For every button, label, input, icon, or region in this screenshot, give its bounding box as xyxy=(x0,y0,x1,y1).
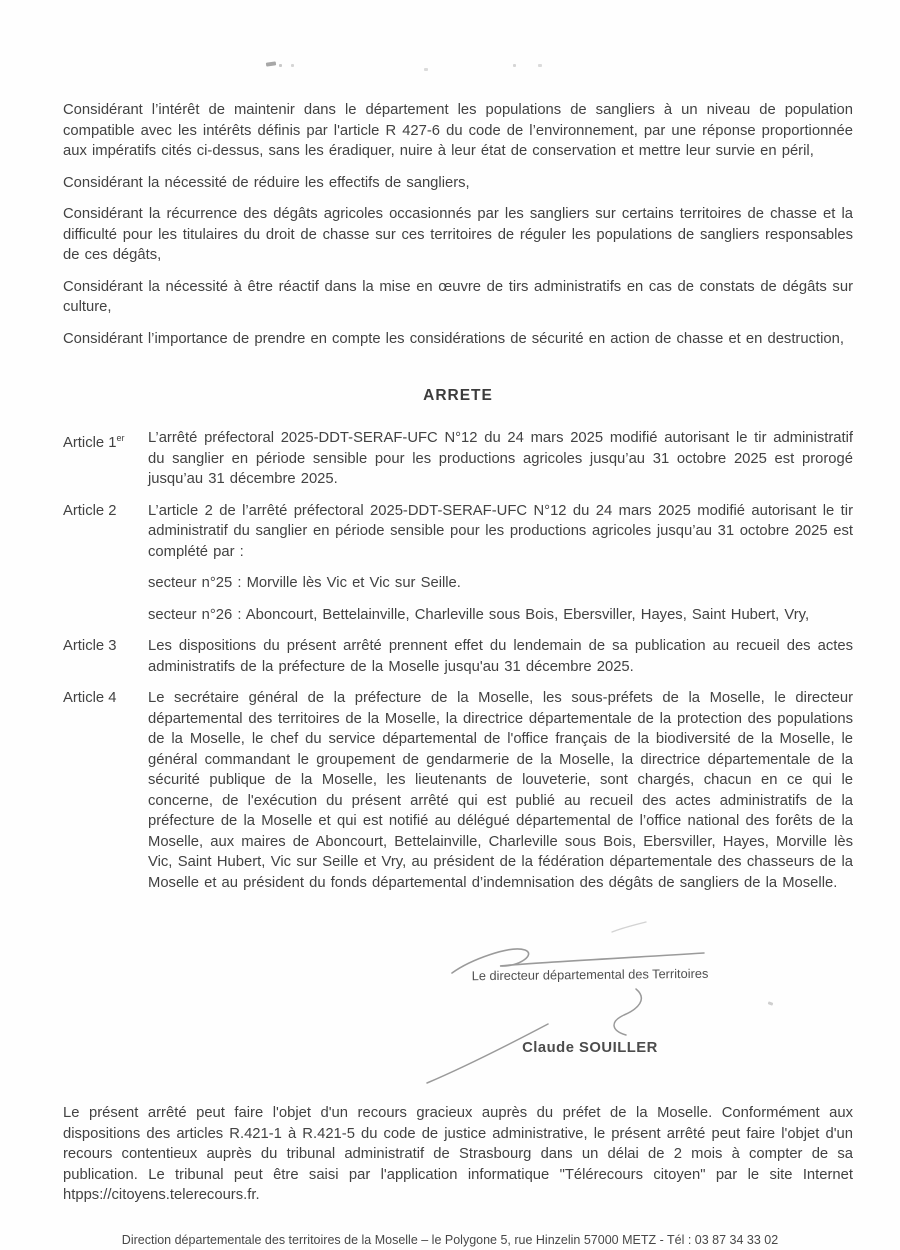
article-paragraph: L’arrêté préfectoral 2025-DDT-SERAF-UFC N°12 du 24 mars 2025 modifié autorisant le tir administratif du sanglier en période sensible pour les productions agricoles jusqu’au 31 octobre 2025 est prorogé jusqu’au 31 décembre 2025. xyxy=(148,430,853,487)
article-1-body xyxy=(148,428,853,501)
signatory-name: Claude SOUILLER xyxy=(522,1040,658,1056)
considerant-paragraph: Considérant la nécessité de réduire les effectifs de sangliers, xyxy=(63,174,470,191)
article-4-body xyxy=(148,688,853,904)
article-4 xyxy=(63,688,853,904)
considerant-paragraph: Considérant la récurrence des dégâts agricoles occasionnés par les sangliers sur certains territoires de chasse et la difficulté pour les titulaires du droit de chasse sur ces territoires de réguler les populations de sangliers responsables de ces dégâts, xyxy=(63,206,853,263)
article-label-text: Article 3 xyxy=(63,638,117,654)
article-3-body xyxy=(148,636,853,688)
scan-artifact xyxy=(291,64,294,67)
scan-artifact xyxy=(538,64,542,67)
article-paragraph: Le secrétaire général de la préfecture de la Moselle, les sous-préfets de la Moselle, le directeur départemental des territoires de la Moselle, la directrice départementale de la protection des populations de la Moselle, le chef du service départemental de l'office français de la biodiversité de la Moselle, le général commandant le groupement de gendarmerie de la Moselle, la directrice départementale de la sécurité publique de la Moselle, les lieutenants de louveterie, sont chargés, chacun en ce qui le concerne, de l'exécution du présent arrêté qui est publié au recueil des actes administratifs de la préfecture de la Moselle et qui est notifié au délégué départemental de l’office national des forêts de la Moselle, aux maires de Aboncourt, Bettelainville, Charleville sous Bois, Ebersviller, Hayes, Morville lès Vic, Saint Hubert, Vic sur Seille et Vry, au président de la fédération départementale des chasseurs de la Moselle et au président du fonds départemental d’indemnisation des dégâts de sangliers de la Moselle. xyxy=(148,690,853,891)
article-1-label xyxy=(63,428,148,501)
article-3 xyxy=(63,636,853,688)
scan-artifact xyxy=(424,68,428,71)
recours-paragraph: Le présent arrêté peut faire l'objet d'un recours gracieux auprès du préfet de la Moselle. Conformément aux dispositions des articles R.421-1 à R.421-5 du code de justice administrative, le présent arrêté peut faire l'objet d'un recours contentieux auprès du tribunal administratif de Strasbourg dans un délai de 2 mois à compter de sa publication. Le tribunal peut être saisi par l'application informatique "Télérecours citoyen" par le site Internet htpps://citoyens.telerecours.fr. xyxy=(63,1105,853,1204)
considerant-paragraph: Considérant la nécessité à être réactif dans la mise en œuvre de tirs administratifs en cas de constats de dégâts sur culture, xyxy=(63,278,853,315)
arrete-heading: ARRETE xyxy=(423,387,493,404)
articles-section xyxy=(63,428,853,904)
scan-artifact xyxy=(513,64,516,67)
signatory-title: Le directeur départemental des Territoires xyxy=(471,965,709,984)
secteur-25-line: secteur n°25 : Morville lès Vic et Vic sur Seille. xyxy=(148,575,461,591)
article-label-text: Article 4 xyxy=(63,690,117,706)
considerants-section xyxy=(63,100,853,360)
footer-address: Direction départementale des territoires de la Moselle – le Polygone 5, rue Hinzelin 57000 METZ - Tél : 03 87 34 33 02 xyxy=(121,1233,779,1247)
scan-artifact xyxy=(279,64,282,67)
article-label-text: Article 2 xyxy=(63,502,117,519)
secteur-26-line: secteur n°26 : Aboncourt, Bettelainville, Charleville sous Bois, Ebersviller, Hayes, Saint Hubert, Vry, xyxy=(148,606,810,623)
article-1 xyxy=(63,428,853,501)
considerant-paragraph: Considérant l’intérêt de maintenir dans le département les populations de sangliers à un niveau de population compatible avec les intérêts définis par l'article R 427-6 du code de l’environnement, par une réponse proportionnée aux impératifs cités ci-dessus, sans les éradiquer, nuire à leur état de conservation et mettre leur survie en péril, xyxy=(63,102,853,159)
article-label-sup: er xyxy=(116,433,125,443)
article-label-text: Article 1 xyxy=(63,434,117,451)
article-2 xyxy=(63,501,853,637)
considerant-paragraph: Considérant l’importance de prendre en compte les considérations de sécurité en action de chasse et en destruction, xyxy=(63,330,844,347)
article-2-body xyxy=(148,501,853,637)
scan-artifact xyxy=(266,61,276,66)
article-4-label xyxy=(63,688,148,904)
article-2-label xyxy=(63,501,148,637)
article-paragraph: L’article 2 de l’arrêté préfectoral 2025-DDT-SERAF-UFC N°12 du 24 mars 2025 modifié autorisant le tir administratif du sanglier en période sensible pour les productions agricoles jusqu’au 31 octobre 2025 est complété par : xyxy=(148,502,853,560)
article-3-label xyxy=(63,636,148,688)
article-paragraph: Les dispositions du présent arrêté prennent effet du lendemain de sa publication au recueil des actes administratifs de la préfecture de la Moselle jusqu'au 31 décembre 2025. xyxy=(148,638,853,675)
handwritten-signature xyxy=(398,918,778,1103)
